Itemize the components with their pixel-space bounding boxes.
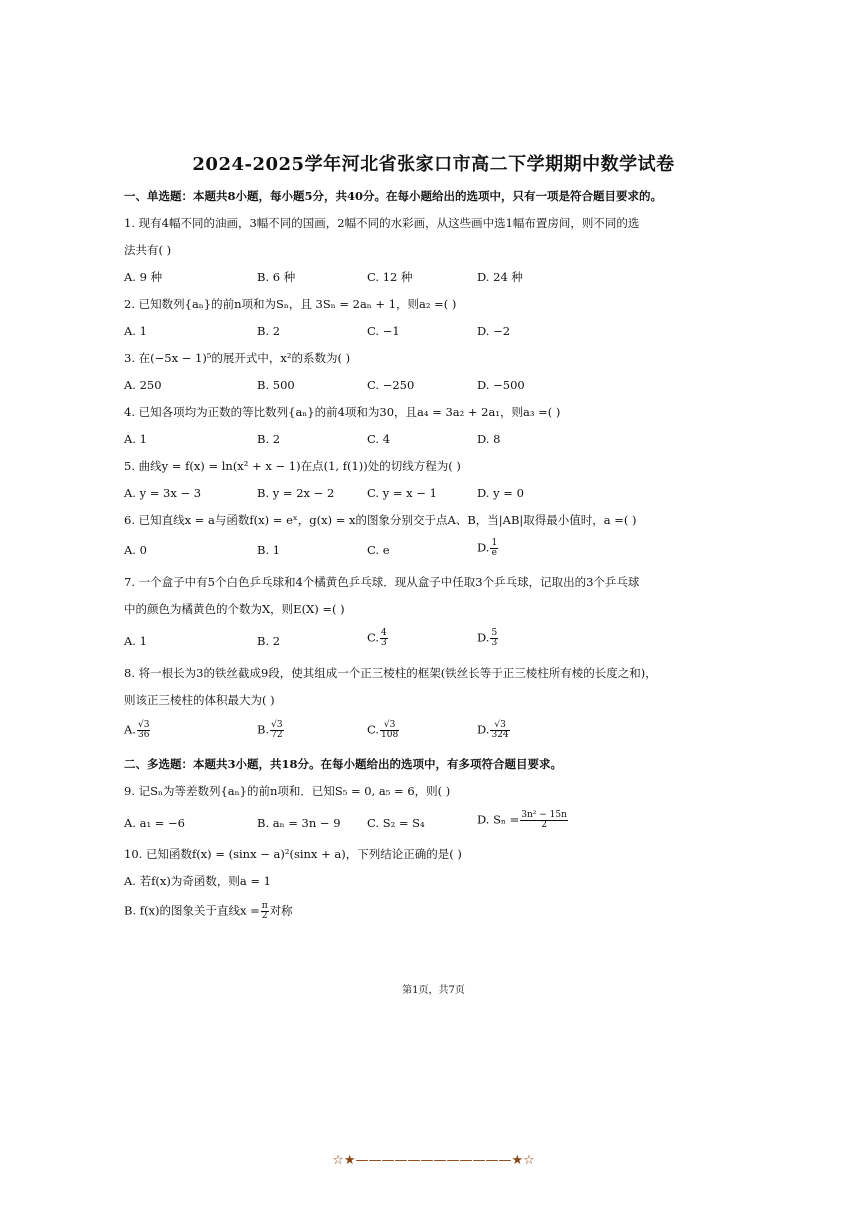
bottom-decoration: ☆★————————————★☆ [332, 1153, 535, 1168]
question-8-stem-cont: 则该正三棱柱的体积最大为( ) [124, 693, 275, 707]
fraction-denominator: 324 [491, 730, 509, 740]
q7-option-d-fraction [490, 629, 498, 648]
question-3-stem: 3. 在(−5x − 1)⁵的展开式中，x²的系数为( ) [124, 351, 351, 365]
q9-option-c: C. S₂ = S₄ [367, 816, 425, 830]
q9-option-a: A. a₁ = −6 [124, 816, 185, 830]
question-7-stem-cont: 中的颜色为橘黄色的个数为X，则E(X) =( ) [124, 602, 345, 616]
fraction-denominator: 3 [491, 638, 498, 648]
q8-option-c-label: C. [367, 722, 380, 737]
q7-option-c-fraction [380, 629, 388, 648]
question-8-stem: 8. 将一根长为3的铁丝截成9段，使其组成一个正三棱柱的框架(铁丝长等于正三棱柱所有棱的长度之和)， [124, 666, 657, 680]
q4-option-a: A. 1 [124, 432, 147, 446]
question-2-stem: 2. 已知数列{aₙ}的前n项和为Sₙ，且 3Sₙ = 2aₙ + 1，则a₂ =( ) [124, 297, 457, 311]
fraction-denominator: 3 [381, 638, 387, 648]
q6-option-d-fraction [490, 539, 498, 558]
q5-option-c: C. y = x − 1 [367, 486, 437, 500]
fraction-numerator: √3 [137, 720, 150, 730]
q4-option-d: D. 8 [477, 432, 501, 446]
q7-option-a: A. 1 [124, 634, 147, 648]
fraction-numerator: π [261, 901, 268, 911]
q8-option-c [367, 721, 400, 740]
q7-option-c [367, 629, 389, 648]
q7-option-d-label: D. [477, 630, 490, 645]
q8-option-a-fraction [137, 721, 150, 740]
q6-option-a: A. 0 [124, 543, 147, 557]
q2-option-d: D. −2 [477, 324, 511, 338]
q6-option-b: B. 1 [257, 543, 281, 557]
q5-option-d: D. y = 0 [477, 486, 524, 500]
question-4-stem: 4. 已知各项均为正数的等比数列{aₙ}的前4项和为30，且a₄ = 3a₂ + 2a₁，则a₃ =( ) [124, 405, 561, 419]
q5-option-a: A. y = 3x − 3 [124, 486, 202, 500]
fraction-denominator: 2 [541, 820, 547, 830]
q5-option-b: B. y = 2x − 2 [257, 486, 335, 500]
q9-option-d [477, 811, 569, 830]
question-9-stem: 9. 记Sₙ为等差数列{aₙ}的前n项和．已知S₅ = 0, a₅ = 6，则( ) [124, 784, 451, 798]
q1-option-c: C. 12 种 [367, 270, 413, 284]
q10-option-b-fraction [261, 902, 269, 921]
q8-option-d-fraction [490, 721, 509, 740]
q6-option-d-label: D. [477, 540, 490, 555]
question-7-stem: 7. 一个盒子中有5个白色乒乓球和4个橘黄色乒乓球．现从盒子中任取3个乒乓球，记取出的3个乒乓球 [124, 575, 640, 589]
q10-option-b [124, 902, 764, 921]
fraction-numerator: 5 [491, 628, 498, 638]
fraction-denominator: e [491, 548, 497, 558]
page-title: 2024-2025学年河北省张家口市高二下学期期中数学试卷 [192, 154, 675, 175]
section-heading-single-choice: 一、单选题：本题共8小题，每小题5分，共40分。在每小题给出的选项中，只有一项是符合题目要求的。 [124, 189, 663, 203]
fraction-numerator: 3n² − 15n [521, 810, 567, 820]
fraction-numerator: √3 [490, 721, 509, 731]
page-number: 第1页，共7页 [402, 985, 465, 996]
q3-option-d: D. −500 [477, 378, 525, 392]
q1-option-b: B. 6 种 [257, 270, 296, 284]
q4-option-c: C. 4 [367, 432, 391, 446]
q8-option-c-fraction [380, 721, 399, 740]
fraction-numerator: √3 [380, 721, 399, 731]
q8-option-a [124, 721, 151, 740]
q9-option-d-label: D. Sₙ = [477, 812, 520, 827]
q8-option-a-label: A. [124, 722, 136, 737]
fraction-denominator: 2 [261, 911, 268, 921]
fraction-numerator: √3 [271, 720, 283, 730]
question-10-stem: 10. 已知函数f(x) = (sinx − a)²(sinx + a)，下列结论正确的是( ) [124, 847, 462, 861]
q6-option-c: C. e [367, 543, 390, 557]
question-1-stem: 1. 现有4幅不同的油画，3幅不同的国画，2幅不同的水彩画，从这些画中选1幅布置房间，则不同的选 [124, 216, 640, 230]
question-6-stem: 6. 已知直线x = a与函数f(x) = eˣ，g(x) = x的图象分别交于点A、B，当|AB|取得最小值时，a =( ) [124, 513, 637, 527]
q10-option-b-text: B. f(x)的图象关于直线x = [124, 903, 260, 918]
q9-option-d-fraction [520, 811, 568, 830]
q10-option-a: A. 若f(x)为奇函数，则a = 1 [124, 874, 271, 888]
section-heading-multiple-choice: 二、多选题：本题共3小题，共18分。在每小题给出的选项中，有多项符合题目要求。 [124, 757, 563, 771]
q2-option-c: C. −1 [367, 324, 400, 338]
q1-option-a: A. 9 种 [124, 270, 163, 284]
q3-option-a: A. 250 [124, 378, 162, 392]
q7-option-b: B. 2 [257, 634, 281, 648]
q8-option-d [477, 721, 511, 740]
q2-option-a: A. 1 [124, 324, 147, 338]
q3-option-b: B. 500 [257, 378, 295, 392]
fraction-denominator: 36 [137, 730, 150, 740]
fraction-denominator: 108 [381, 730, 399, 740]
question-5-stem: 5. 曲线y = f(x) = ln(x² + x − 1)在点(1, f(1))处的切线方程为( ) [124, 459, 461, 473]
q8-option-d-label: D. [477, 722, 490, 737]
question-1-stem-cont: 法共有( ) [124, 243, 172, 257]
q4-option-b: B. 2 [257, 432, 281, 446]
q2-option-b: B. 2 [257, 324, 281, 338]
fraction-denominator: 72 [271, 730, 283, 740]
q10-option-b-text-end: 对称 [269, 903, 293, 918]
q9-option-b: B. aₙ = 3n − 9 [257, 816, 341, 830]
q7-option-c-label: C. [367, 630, 380, 645]
q1-option-d: D. 24 种 [477, 270, 523, 284]
fraction-numerator: 1 [491, 538, 498, 548]
fraction-numerator: 4 [381, 628, 387, 638]
q7-option-d [477, 629, 499, 648]
q8-option-b [257, 721, 285, 740]
q8-option-b-fraction [270, 721, 283, 740]
q8-option-b-label: B. [257, 722, 270, 737]
q3-option-c: C. −250 [367, 378, 415, 392]
q6-option-d [477, 539, 499, 558]
